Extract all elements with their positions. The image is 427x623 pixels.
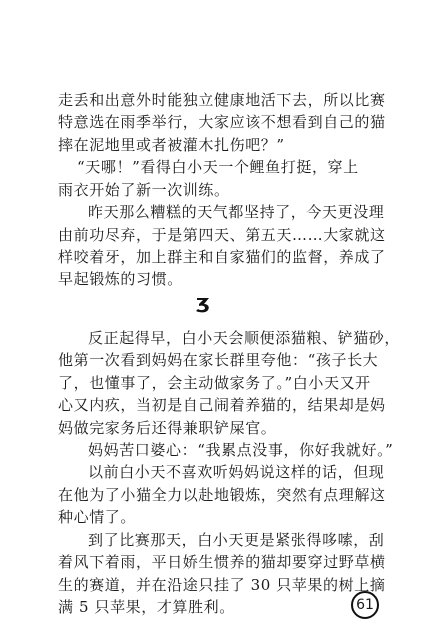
text-line: 种心情了。 xyxy=(58,508,137,527)
text-line: 到了比赛那天，白小天更是紧张得哆嗦，刮 xyxy=(88,530,385,549)
text-line: 摔在泥地里或者被灌木扎伤吧？” xyxy=(58,135,285,154)
text-line: 妈妈苦口婆心：“我累点没事，你好我就好。” xyxy=(88,441,394,459)
text-line: 在他为了小猫全力以赴地锻炼，突然有点理解这 xyxy=(58,485,386,504)
text-line: 反正起得早，白小天会顺便添猫粮、铲猫砂， xyxy=(88,328,401,347)
text-line: 妈做完家务后还得兼职铲屎官。 xyxy=(58,418,277,437)
text-line: 早起锻炼的习惯。 xyxy=(58,270,183,289)
text-line: 样咬着牙，加上群主和自家猫们的监督，养成了 xyxy=(58,248,386,266)
text-line: 雨衣开始了新一次训练。 xyxy=(58,180,230,199)
text-line: 以前白小天不喜欢听妈妈说这样的话，但现 xyxy=(88,463,385,482)
section-number-mark xyxy=(193,296,213,314)
text-line: 昨天那么糟糕的天气都坚持了，今天更没理 xyxy=(88,203,385,222)
text-line: 走丢和出意外时能独立健康地活下去，所以比赛 xyxy=(58,91,386,109)
text-line: 特意选在雨季举行，大家应该不想看到自己的猫 xyxy=(58,113,386,132)
text-line: 心又内疚，当初是自己闹着养猫的，结果却是妈 xyxy=(58,396,386,415)
text-line: “天哪！”看得白小天一个鲤鱼打挺，穿上 xyxy=(77,158,359,177)
text-line: 满 5 只苹果，才算胜利。 xyxy=(58,598,235,616)
text-line: 了，也懂事了，会主动做家务了。”白小天又开 xyxy=(58,373,371,392)
page-number: 61 xyxy=(351,591,379,619)
section-number-glyph xyxy=(193,296,213,314)
text-line: 生的赛道，并在沿途只挂了 30 只苹果的树上摘 xyxy=(58,575,386,594)
text-line: 他第一次看到妈妈在家长群里夸他：“孩子长大 xyxy=(58,351,379,370)
text-line: 由前功尽弃，于是第四天、第五天……大家就这 xyxy=(58,225,386,244)
text-line: 着风下着雨，平日娇生惯养的猫却要穿过野草横 xyxy=(58,553,386,572)
